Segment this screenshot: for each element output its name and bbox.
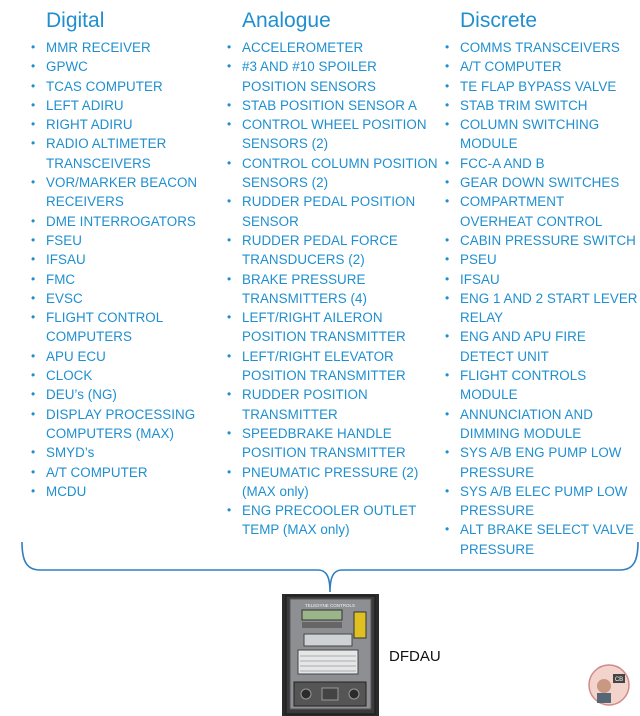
list-item-text: CABIN PRESSURE SWITCH [460, 232, 636, 248]
list-item [28, 134, 228, 173]
list-item [442, 482, 640, 521]
list-item [224, 463, 439, 502]
list-item-text: DISPLAY PROCESSING COMPUTERS (MAX) [46, 406, 196, 441]
list-item [224, 347, 439, 386]
list-item [224, 308, 439, 347]
list-item-text: CLOCK [46, 368, 93, 384]
list-item [28, 250, 228, 269]
bullet-icon: • [445, 252, 450, 267]
bullet-icon: • [31, 464, 36, 479]
list-item [28, 308, 228, 347]
list-item-text: ENG 1 AND 2 START LEVER RELAY [460, 290, 638, 326]
bullet-icon: • [31, 445, 36, 460]
bullet-icon: • [445, 78, 450, 93]
discrete-list [442, 38, 640, 559]
list-item [28, 38, 228, 57]
bullet-icon: • [31, 290, 36, 305]
list-item-text: FLIGHT CONTROLS MODULE [460, 368, 587, 403]
bullet-icon: • [227, 194, 232, 209]
list-item [224, 154, 439, 193]
list-item-text: EVSC [46, 290, 83, 306]
list-item [224, 96, 439, 115]
bullet-icon: • [31, 483, 36, 498]
list-item [28, 173, 228, 212]
list-item-text: SYS A/B ENG PUMP LOW PRESSURE [460, 445, 622, 480]
list-item-text: TCAS COMPUTER [46, 78, 163, 94]
bullet-icon: • [445, 406, 450, 421]
list-item [442, 327, 640, 366]
list-item [442, 192, 640, 231]
grouping-brace [0, 540, 640, 596]
list-item-text: IFSAU [460, 271, 500, 287]
list-item-text: CONTROL WHEEL POSITION SENSORS (2) [242, 117, 427, 152]
bullet-icon: • [31, 406, 36, 421]
bullet-icon: • [445, 271, 450, 286]
bullet-icon: • [445, 290, 450, 305]
device-maker-text: TELEDYNE CONTROLS [304, 603, 356, 608]
bullet-icon: • [445, 194, 450, 209]
list-item-text: COLUMN SWITCHING MODULE [460, 117, 600, 152]
presenter-avatar [588, 664, 630, 706]
list-item [224, 270, 439, 309]
list-item [442, 96, 640, 115]
bullet-icon: • [31, 348, 36, 363]
bullet-icon: • [227, 97, 232, 112]
bullet-icon: • [31, 271, 36, 286]
list-item-text: ACCELEROMETER [242, 40, 364, 55]
list-item [442, 154, 640, 173]
list-item-text: FLIGHT CONTROL COMPUTERS [46, 310, 163, 345]
list-item-text: GPWC [46, 59, 88, 75]
bullet-icon: • [445, 175, 450, 190]
list-item-text: PNEUMATIC PRESSURE (2) (MAX only) [242, 464, 419, 499]
bullet-icon: • [31, 252, 36, 267]
list-item-text: A/T COMPUTER [46, 464, 148, 480]
bullet-icon: • [445, 368, 450, 383]
bullet-icon: • [31, 232, 36, 247]
list-item [28, 482, 228, 501]
list-item [224, 38, 439, 57]
list-item-text: RADIO ALTIMETER TRANSCEIVERS [46, 136, 167, 171]
list-item-text: ENG PRECOOLER OUTLET TEMP (MAX only) [242, 503, 417, 538]
list-item-text: A/T COMPUTER [460, 59, 562, 75]
bullet-icon: • [445, 329, 450, 344]
list-item-text: TE FLAP BYPASS VALVE [460, 78, 617, 94]
analogue-column-title: Analogue [242, 9, 331, 32]
list-item [442, 405, 640, 444]
list-item-text: #3 AND #10 SPOILER POSITION SENSORS [242, 59, 377, 94]
list-item-text: COMPARTMENT OVERHEAT CONTROL [460, 194, 603, 229]
list-item [28, 115, 228, 134]
list-item [28, 366, 228, 385]
bullet-icon: • [31, 310, 36, 325]
list-item-text: DEU’s (NG) [46, 387, 117, 403]
bullet-icon: • [445, 232, 450, 247]
discrete-column-title: Discrete [460, 9, 538, 32]
list-item-text: MCDU [46, 483, 87, 499]
bullet-icon: • [31, 117, 36, 132]
bullet-icon: • [445, 155, 450, 170]
list-item [28, 77, 228, 96]
list-item [224, 57, 439, 96]
discrete-column [442, 8, 640, 559]
bullet-icon: • [31, 59, 36, 74]
bullet-icon: • [227, 503, 232, 518]
list-item [224, 231, 439, 270]
list-item [442, 57, 640, 76]
list-item [442, 173, 640, 192]
bullet-icon: • [445, 483, 450, 498]
list-item [28, 231, 228, 250]
dfdau-label: DFDAU [389, 648, 441, 665]
list-item [442, 250, 640, 269]
bullet-icon: • [445, 445, 450, 460]
list-item-text: BRAKE PRESSURE TRANSMITTERS (4) [242, 271, 368, 306]
list-item [224, 192, 439, 231]
list-item-text: GEAR DOWN SWITCHES [460, 175, 620, 191]
bullet-icon: • [227, 271, 232, 286]
bullet-icon: • [227, 464, 232, 479]
list-item [28, 212, 228, 231]
bullet-icon: • [31, 213, 36, 228]
list-item-text: LEFT ADIRU [46, 97, 124, 113]
list-item [442, 38, 640, 57]
list-item-text: CONTROL COLUMN POSITION SENSORS (2) [242, 155, 438, 191]
bullet-icon: • [445, 97, 450, 112]
digital-column-title: Digital [46, 9, 105, 32]
list-item [28, 385, 228, 404]
list-item [442, 115, 640, 154]
list-item [28, 270, 228, 289]
list-item [442, 270, 640, 289]
bullet-icon: • [445, 40, 450, 54]
list-item-text: MMR RECEIVER [46, 40, 151, 55]
list-item-text: APU ECU [46, 348, 106, 364]
digital-list [28, 38, 228, 501]
bullet-icon: • [31, 78, 36, 93]
list-item-text: RIGHT ADIRU [46, 117, 133, 133]
bullet-icon: • [31, 387, 36, 402]
list-item [28, 463, 228, 482]
list-item-text: PSEU [460, 252, 497, 268]
analogue-column [224, 8, 439, 540]
list-item-text: IFSAU [46, 252, 86, 268]
list-item-text: RUDDER PEDAL FORCE TRANSDUCERS (2) [242, 232, 398, 268]
list-item [224, 385, 439, 424]
bullet-icon: • [445, 522, 450, 537]
list-item [28, 289, 228, 308]
list-item-text: FSEU [46, 232, 82, 248]
bullet-icon: • [227, 348, 232, 363]
bullet-icon: • [445, 117, 450, 132]
list-item [442, 231, 640, 250]
list-item [28, 96, 228, 115]
analogue-list [224, 38, 439, 540]
list-item-text: FCC-A AND B [460, 155, 545, 171]
bullet-icon: • [31, 97, 36, 112]
bullet-icon: • [445, 59, 450, 74]
bullet-icon: • [227, 425, 232, 440]
list-item-text: SYS A/B ELEC PUMP LOW PRESSURE [460, 483, 628, 519]
list-item-text: SPEEDBRAKE HANDLE POSITION TRANSMITTER [242, 425, 406, 461]
list-item [442, 366, 640, 405]
list-item-text: ALT BRAKE SELECT VALVE PRESSURE [460, 522, 635, 557]
list-item [224, 501, 439, 540]
bullet-icon: • [227, 117, 232, 132]
bullet-icon: • [31, 40, 36, 54]
list-item-text: DME INTERROGATORS [46, 213, 196, 229]
list-item-text: VOR/MARKER BEACON RECEIVERS [46, 175, 198, 210]
list-item [28, 405, 228, 444]
bullet-icon: • [227, 310, 232, 325]
bullet-icon: • [31, 136, 36, 151]
dfdau-unit-image [282, 594, 379, 716]
list-item-text: COMMS TRANSCEIVERS [460, 40, 620, 55]
list-item-text: FMC [46, 271, 76, 287]
list-item-text: LEFT/RIGHT AILERON POSITION TRANSMITTER [242, 310, 406, 345]
digital-column [28, 8, 228, 501]
list-item [442, 443, 640, 482]
list-item-text: STAB TRIM SWITCH [460, 97, 588, 113]
list-item [224, 115, 439, 154]
bullet-icon: • [31, 175, 36, 190]
list-item [28, 57, 228, 76]
list-item [442, 77, 640, 96]
list-item-text: SMYD’s [46, 445, 95, 461]
list-item [442, 289, 640, 328]
list-item-text: STAB POSITION SENSOR A [242, 97, 417, 113]
bullet-icon: • [227, 59, 232, 74]
list-item [28, 443, 228, 462]
bullet-icon: • [227, 232, 232, 247]
bullet-icon: • [227, 40, 232, 54]
list-item [28, 347, 228, 366]
list-item-text: RUDDER PEDAL POSITION SENSOR [242, 194, 416, 229]
bullet-icon: • [31, 368, 36, 383]
list-item-text: ENG AND APU FIRE DETECT UNIT [460, 329, 586, 364]
list-item-text: ANNUNCIATION AND DIMMING MODULE [460, 406, 593, 441]
bullet-icon: • [227, 387, 232, 402]
avatar-initials: CB [614, 677, 624, 683]
list-item-text: LEFT/RIGHT ELEVATOR POSITION TRANSMITTER [242, 348, 406, 384]
bullet-icon: • [227, 155, 232, 170]
list-item [224, 424, 439, 463]
list-item-text: RUDDER POSITION TRANSMITTER [242, 387, 368, 422]
